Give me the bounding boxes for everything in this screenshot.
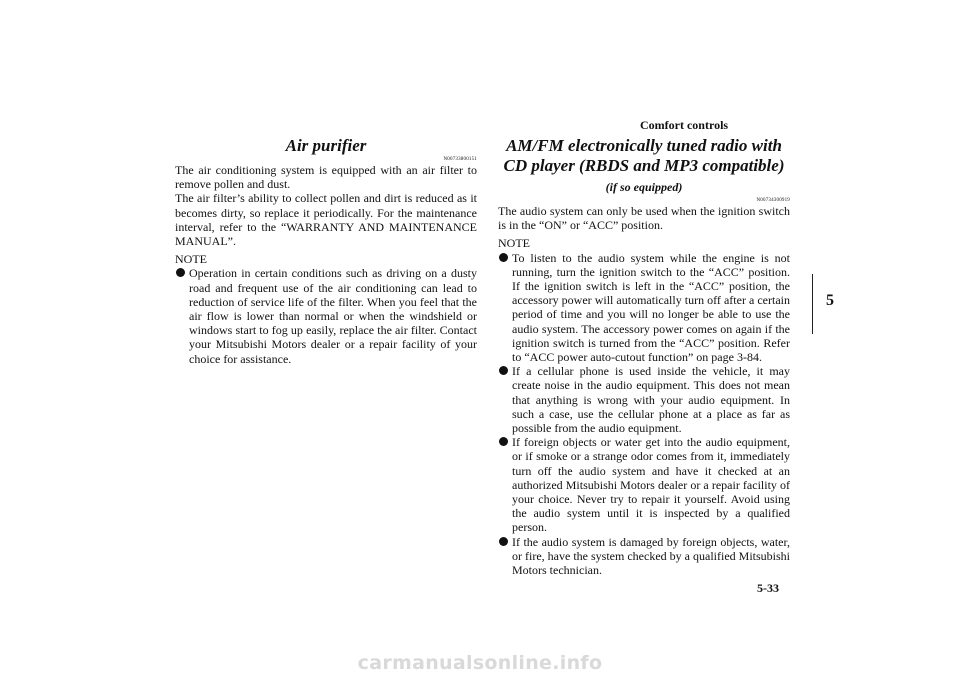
bullet-icon <box>499 253 508 262</box>
note-label: NOTE <box>175 252 207 267</box>
note-text: Operation in certain conditions such as driving on a dusty road and frequent use of the air conditioning can lead to reduction of service life of the filter. When you feel that the air flow is lower than normal or when the windshield or windows start to fog up easily, replace the air filter. Contact your Mitsubishi Motors dealer or a repair facility of your choice for assistance. <box>189 266 477 366</box>
section-title-suffix: (if so equipped) <box>605 180 683 194</box>
chapter-tab-divider <box>812 274 813 334</box>
body-paragraph: The air filter’s ability to collect pollen and dirt is reduced as it becomes dirty, so replace it periodically. For the maintenance interval, refer to the “WARRANTY AND MAINTENANCE MANUAL”. <box>175 191 477 249</box>
bullet-icon <box>176 268 185 277</box>
note-item <box>498 435 790 534</box>
section-title-radio <box>498 136 790 197</box>
note-text: To listen to the audio system while the engine is not running, turn the ignition switch to the “ACC” position. If the ignition switch is left in the “ACC” position, the accessory power will automatically turn off after a certain period of time and you will no longer be able to use the audio system. The accessory power comes on again if the ignition switch is turned from the “ACC” position. Refer to “ACC power auto-cutout function” on page 3-84. <box>512 250 790 365</box>
left-column <box>175 136 477 366</box>
page-header-title: Comfort controls <box>640 118 729 132</box>
body-paragraph: The air conditioning system is equipped with an air filter to remove pollen and dust. <box>175 163 477 192</box>
chapter-tab-number: 5 <box>826 292 834 309</box>
note-label: NOTE <box>498 236 530 251</box>
bullet-icon <box>499 366 508 375</box>
note-item <box>175 266 477 365</box>
note-text: If foreign objects or water get into the audio equipment, or if smoke or a strange odor comes from it, immediately turn off the audio system and have it checked at an authorized Mitsubishi Motors dealer or a repair facility of your choice. Never try to repair it yourself. Avoid using the audio system until it is inspected by a qualified person. <box>512 435 790 535</box>
bullet-icon <box>499 437 508 446</box>
note-item <box>498 251 790 365</box>
watermark: carmanualsonline.info <box>357 652 603 674</box>
body-paragraph: The audio system can only be used when the ignition switch is in the “ON” or “ACC” position. <box>498 204 790 233</box>
section-code: N00734300919 <box>756 198 790 203</box>
note-text: If the audio system is damaged by foreign objects, water, or fire, have the system checked by a qualified Mitsubishi Motors technician. <box>512 534 790 578</box>
section-title-air-purifier: Air purifier <box>285 136 367 155</box>
section-code: N00733800151 <box>443 157 477 162</box>
note-list <box>175 266 477 365</box>
bullet-icon <box>499 537 508 546</box>
note-text: If a cellular phone is used inside the vehicle, it may create noise in the audio equipment. This does not mean that anything is wrong with your audio equipment. In such a case, use the cellular phone at a place as far as possible from the audio equipment. <box>512 364 790 436</box>
section-title-text: AM/FM electronically tuned radio with CD player (RBDS and MP3 compatible) <box>503 136 785 175</box>
note-item <box>498 535 790 578</box>
note-list <box>498 251 790 578</box>
right-column <box>498 136 790 577</box>
note-item <box>498 364 790 435</box>
page-number: 5-33 <box>757 581 779 595</box>
